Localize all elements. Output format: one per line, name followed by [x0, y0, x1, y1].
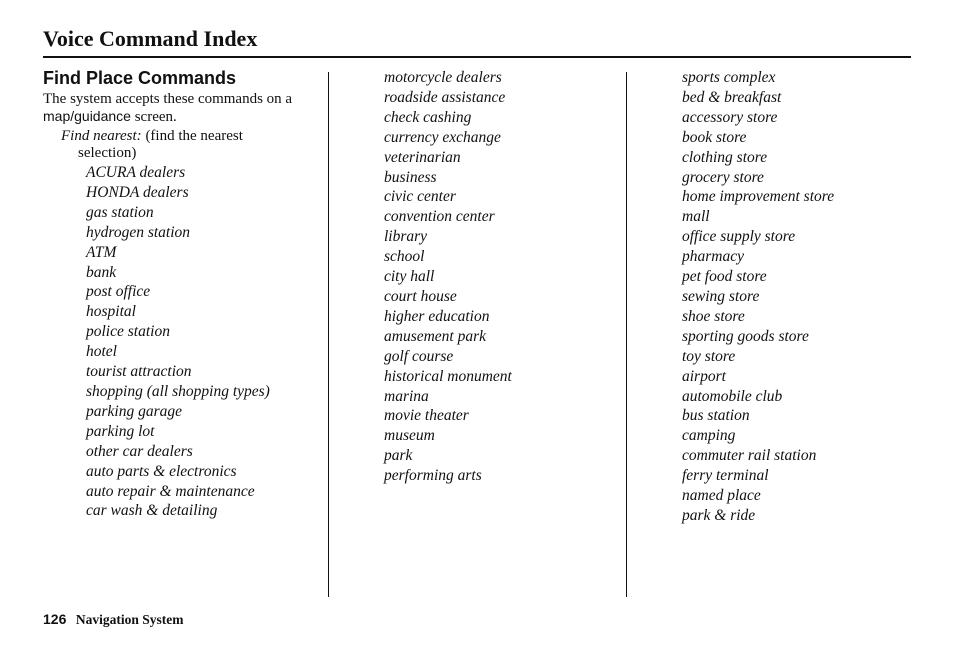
- voice-command-item: ACURA dealers: [86, 164, 186, 181]
- voice-command-item: convention center: [384, 208, 495, 226]
- voice-command-item: clothing store: [682, 148, 768, 166]
- voice-command-item: home improvement store: [682, 188, 835, 206]
- find-nearest-command: Find nearest:: [61, 128, 142, 144]
- voice-command-item: airport: [682, 367, 726, 385]
- voice-command-item: accessory store: [682, 108, 778, 126]
- voice-command-item: commuter rail station: [682, 447, 817, 465]
- voice-command-item: bus station: [682, 407, 750, 425]
- find-nearest-note: (find the nearest: [145, 128, 243, 144]
- voice-command-item: hospital: [86, 303, 136, 321]
- voice-command-item: mall: [682, 208, 710, 226]
- voice-command-item: named place: [682, 487, 761, 505]
- voice-command-item: civic center: [384, 188, 456, 206]
- voice-command-item: auto parts & electronics: [86, 462, 237, 480]
- voice-command-item: hotel: [86, 343, 117, 361]
- voice-command-item: police station: [86, 323, 170, 341]
- voice-command-item: tourist attraction: [86, 363, 192, 381]
- section-heading: Find Place Commands: [43, 68, 237, 88]
- voice-command-item: other car dealers: [86, 442, 193, 460]
- voice-command-item: bank: [86, 263, 117, 281]
- voice-command-item: car wash & detailing: [86, 502, 218, 520]
- voice-command-item: currency exchange: [384, 128, 501, 146]
- voice-command-item: hydrogen station: [86, 223, 191, 241]
- voice-command-item: movie theater: [384, 407, 469, 425]
- voice-command-item: library: [384, 228, 428, 246]
- voice-command-item: golf course: [384, 347, 454, 365]
- command-list-col3: [682, 68, 834, 526]
- voice-command-item: post office: [86, 283, 151, 301]
- page-footer: [43, 610, 183, 630]
- command-list-col1: [86, 163, 270, 521]
- voice-command-item: sewing store: [682, 287, 760, 305]
- column-divider: [626, 72, 627, 597]
- column-divider: [328, 72, 329, 597]
- voice-command-item: business: [384, 168, 437, 186]
- voice-command-item: roadside assistance: [384, 88, 506, 106]
- voice-command-item: sporting goods store: [682, 327, 809, 345]
- voice-command-item: office supply store: [682, 228, 796, 246]
- voice-command-item: automobile club: [682, 387, 783, 405]
- voice-command-item: park: [384, 447, 413, 465]
- voice-command-item: gas station: [86, 203, 154, 221]
- voice-command-item: parking lot: [86, 422, 155, 440]
- voice-command-item: bed & breakfast: [682, 88, 782, 106]
- voice-command-item: pet food store: [682, 268, 767, 286]
- voice-command-item: school: [384, 248, 425, 266]
- voice-command-item: higher education: [384, 307, 490, 325]
- title-rule: [43, 56, 911, 58]
- voice-command-item: city hall: [384, 268, 435, 286]
- find-nearest-block: [61, 128, 321, 162]
- page-title: Voice Command Index: [43, 26, 258, 51]
- voice-command-item: parking garage: [86, 402, 183, 420]
- voice-command-item: pharmacy: [682, 248, 744, 266]
- voice-command-item: sports complex: [682, 69, 776, 86]
- voice-command-item: marina: [384, 387, 429, 405]
- find-nearest-note-cont: selection): [78, 145, 137, 161]
- voice-command-item: ATM: [86, 243, 117, 261]
- voice-command-item: court house: [384, 287, 457, 305]
- voice-command-item: check cashing: [384, 108, 472, 126]
- voice-command-item: motorcycle dealers: [384, 69, 502, 86]
- voice-command-item: shoe store: [682, 307, 745, 325]
- intro-suffix: screen.: [130, 109, 177, 125]
- voice-command-item: museum: [384, 427, 435, 445]
- voice-command-item: historical monument: [384, 367, 512, 385]
- voice-command-item: toy store: [682, 347, 736, 365]
- intro-prefix: The system accepts these commands on a: [43, 91, 293, 107]
- voice-command-item: shopping (all shopping types): [86, 382, 270, 400]
- voice-command-item: ferry terminal: [682, 467, 769, 485]
- voice-command-item: performing arts: [384, 467, 482, 485]
- voice-command-item: camping: [682, 427, 736, 445]
- voice-command-item: veterinarian: [384, 148, 461, 166]
- voice-command-item: HONDA dealers: [86, 183, 189, 201]
- footer-section-name: Navigation System: [75, 612, 184, 627]
- voice-command-item: amusement park: [384, 327, 487, 345]
- voice-command-item: auto repair & maintenance: [86, 482, 255, 500]
- voice-command-item: grocery store: [682, 168, 764, 186]
- page-number: 126: [43, 611, 67, 627]
- command-list-col2: [384, 68, 512, 486]
- intro-text: [43, 91, 323, 126]
- voice-command-item: book store: [682, 128, 747, 146]
- intro-screen-name: map/guidance: [43, 108, 131, 124]
- voice-command-item: park & ride: [682, 506, 756, 524]
